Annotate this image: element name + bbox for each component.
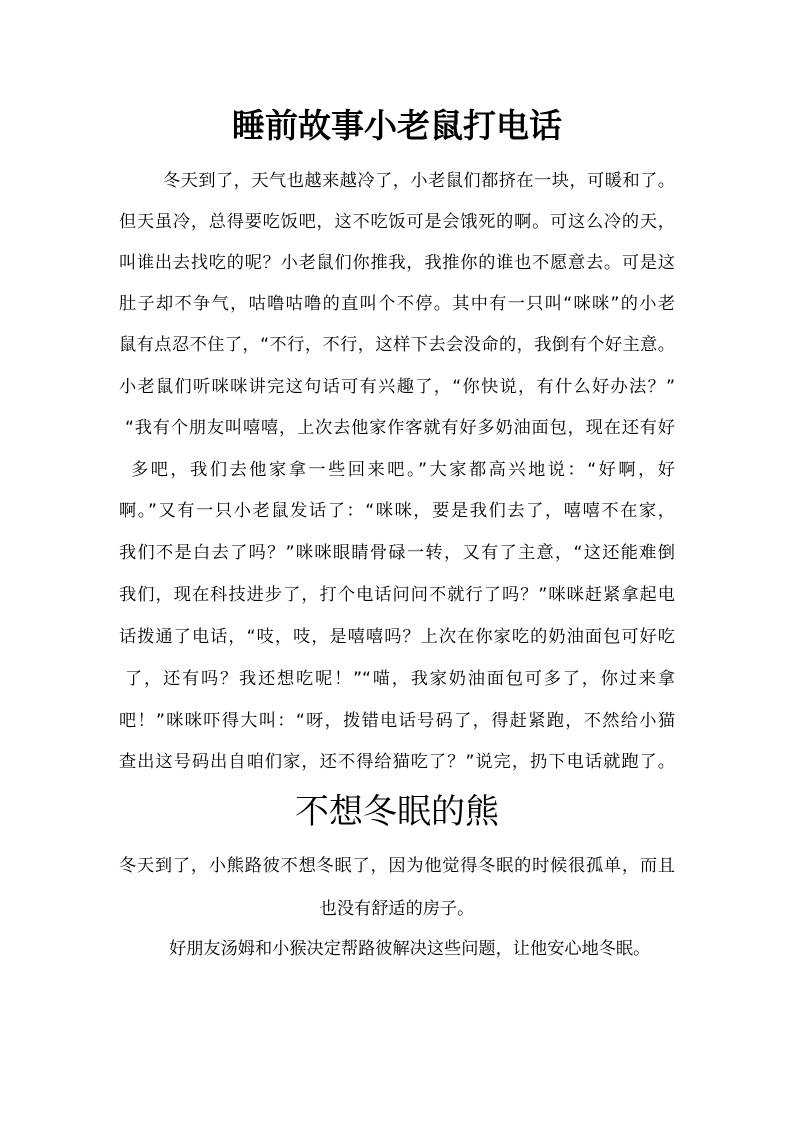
story1-line-1: 冬天到了，天气也越来越冷了，小老鼠们都挤在一块，可暖和了。 — [163, 171, 675, 191]
story1-line-7: “我有个朋友叫嘻嘻，上次去他家作客就有好多奶油面包，现在还有好 — [125, 418, 675, 438]
story1-line-8: 多吧，我们去他家拿一些回来吧。”大家都高兴地说：“好啊，好 — [131, 460, 675, 480]
story2-line-2: 也没有舒适的房子。 — [319, 899, 475, 919]
story1-line-4: 肚子却不争气，咕噜咕噜的直叫个不停。其中有一只叫“咪咪”的小老 — [119, 294, 675, 314]
story1-line-12: 话拨通了电话，“吱，吱，是嘻嘻吗？上次在你家吃的奶油面包可好吃 — [119, 627, 675, 647]
story1-line-3: 叫谁出去找吃的呢？小老鼠们你推我，我推你的谁也不愿意去。可是这 — [119, 253, 675, 273]
story1-line-2: 但天虽冷，总得要吃饭吧，这不吃饭可是会饿死的啊。可这么冷的天， — [119, 212, 675, 232]
story1-title: 睡前故事小老鼠打电话 — [232, 106, 562, 145]
story1-line-15: 查出这号码出自咱们家，还不得给猫吃了？”说完，扔下电话就跑了。 — [119, 752, 675, 772]
story2-line-3: 好朋友汤姆和小猴决定帮路彼解决这些问题，让他安心地冬眠。 — [169, 939, 651, 959]
story1-line-13: 了，还有吗？我还想吃呢！”“喵，我家奶油面包可多了，你过来拿 — [125, 669, 675, 689]
story1-line-5: 鼠有点忍不住了，“不行，不行，这样下去会没命的，我倒有个好主意。 — [119, 335, 675, 355]
story2-title: 不想冬眠的熊 — [295, 792, 499, 832]
story1-line-9: 啊。”又有一只小老鼠发话了：“咪咪，要是我们去了，嘻嘻不在家， — [119, 501, 675, 521]
story1-line-10: 我们不是白去了吗？”咪咪眼睛骨碌一转，又有了主意，“这还能难倒 — [119, 543, 675, 563]
story1-line-11: 我们，现在科技进步了，打个电话问问不就行了吗？”咪咪赶紧拿起电 — [119, 585, 675, 605]
story1-line-14: 吧！”咪咪吓得大叫：“呀，拨错电话号码了，得赶紧跑，不然给小猫 — [119, 711, 675, 731]
story1-line-6: 小老鼠们听咪咪讲完这句话可有兴趣了，“你快说，有什么好办法？” — [119, 377, 675, 397]
story2-line-1: 冬天到了，小熊路彼不想冬眠了，因为他觉得冬眠的时候很孤单，而且 — [119, 856, 675, 876]
